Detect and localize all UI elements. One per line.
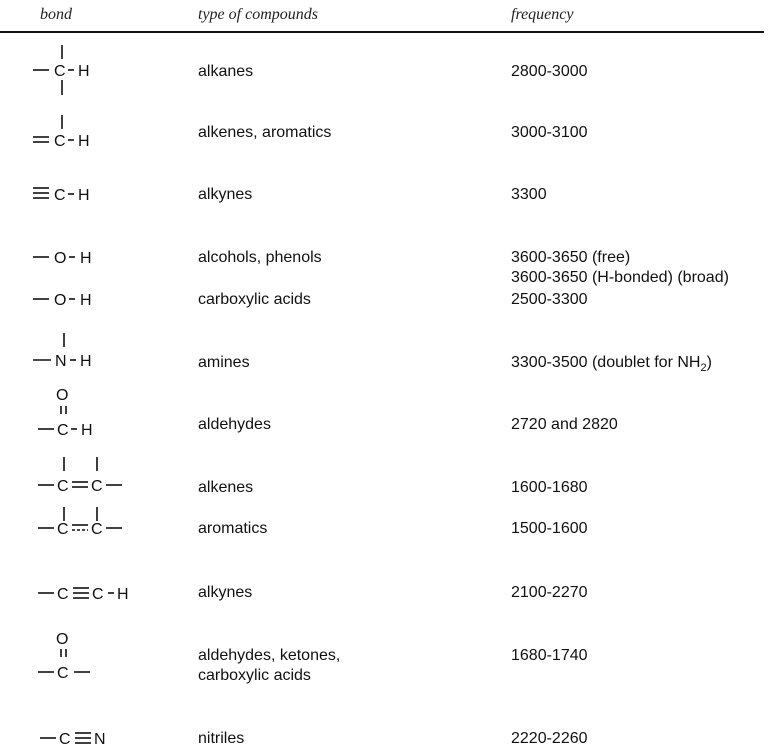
bond-structure-carbonyl (30, 628, 130, 683)
svg-text:C: C (59, 731, 71, 748)
svg-text:H: H (80, 353, 92, 370)
type-cell-line2: carboxylic acids (198, 667, 311, 684)
header-type: type of compounds (198, 6, 318, 23)
type-cell: alcohols, phenols (198, 249, 322, 266)
bond-structure-nitrile (30, 718, 130, 753)
frequency-cell: 2100-2270 (511, 584, 588, 601)
svg-text:H: H (117, 586, 129, 603)
svg-text:N: N (94, 731, 106, 748)
frequency-cell: 2500-3300 (511, 291, 588, 308)
svg-text:H: H (81, 422, 93, 439)
header-frequency: frequency (511, 6, 574, 23)
svg-text:N: N (55, 353, 67, 370)
bond-structure-oh (30, 236, 110, 276)
frequency-cell: 1680-1740 (511, 647, 588, 664)
bond-structure-alkene-ch (30, 110, 110, 155)
bond-structure-alkane-ch (30, 40, 110, 100)
svg-text:H: H (78, 133, 90, 150)
frequency-cell: 3600-3650 (free) (511, 249, 631, 266)
svg-text:H: H (80, 250, 92, 267)
bond-structure-oh-acid (30, 278, 110, 318)
svg-text:C: C (91, 478, 103, 495)
svg-text:H: H (80, 292, 92, 309)
svg-text:C: C (57, 521, 69, 538)
svg-text:C: C (57, 422, 69, 439)
svg-text:C: C (57, 586, 69, 603)
bond-structure-alkene-cc (30, 452, 140, 497)
type-cell: alkenes, aromatics (198, 124, 332, 141)
header-bond: bond (40, 6, 72, 23)
bond-structure-alkyne-ch (30, 172, 110, 212)
frequency-cell: 2800-3000 (511, 63, 588, 80)
header-rule (0, 31, 764, 33)
frequency-cell: 3300 (511, 186, 547, 203)
frequency-cell: 3300-3500 (doublet for $NH_2$) (511, 354, 712, 374)
type-cell: alkenes (198, 479, 254, 496)
frequency-cell: 2720 and 2820 (511, 416, 618, 433)
svg-text:H: H (78, 63, 90, 80)
svg-text:C: C (92, 586, 104, 603)
type-cell: carboxylic acids (198, 291, 311, 308)
svg-text:C: C (54, 63, 66, 80)
svg-text:C: C (91, 521, 103, 538)
svg-text:H: H (78, 187, 90, 204)
type-cell: aldehydes, ketones, (198, 647, 341, 664)
svg-text:C: C (57, 665, 69, 682)
type-cell: aromatics (198, 520, 268, 537)
frequency-cell-secondary: 3600-3650 (H-bonded) (broad) (511, 269, 729, 286)
svg-text:C: C (54, 133, 66, 150)
svg-text:C: C (54, 187, 66, 204)
type-cell: amines (198, 354, 250, 371)
frequency-cell: 1600-1680 (511, 479, 588, 496)
svg-text:O: O (54, 250, 67, 267)
bond-structure-nh (30, 328, 110, 373)
type-cell: nitriles (198, 730, 245, 747)
frequency-cell: 3000-3100 (511, 124, 588, 141)
type-cell: alkynes (198, 584, 253, 601)
frequency-cell: 2220-2260 (511, 730, 588, 747)
bond-structure-alkyne-cch (30, 572, 160, 612)
svg-text:O: O (54, 292, 67, 309)
svg-text:C: C (57, 478, 69, 495)
type-cell: alkanes (198, 63, 254, 80)
svg-text:O: O (56, 387, 69, 404)
svg-text:O: O (56, 631, 69, 648)
frequency-cell: 1500-1600 (511, 520, 588, 537)
bond-structure-aldehyde-ch (30, 384, 110, 444)
type-cell: alkynes (198, 186, 253, 203)
type-cell: aldehydes (198, 416, 271, 433)
bond-structure-aromatic-cc (30, 502, 140, 547)
